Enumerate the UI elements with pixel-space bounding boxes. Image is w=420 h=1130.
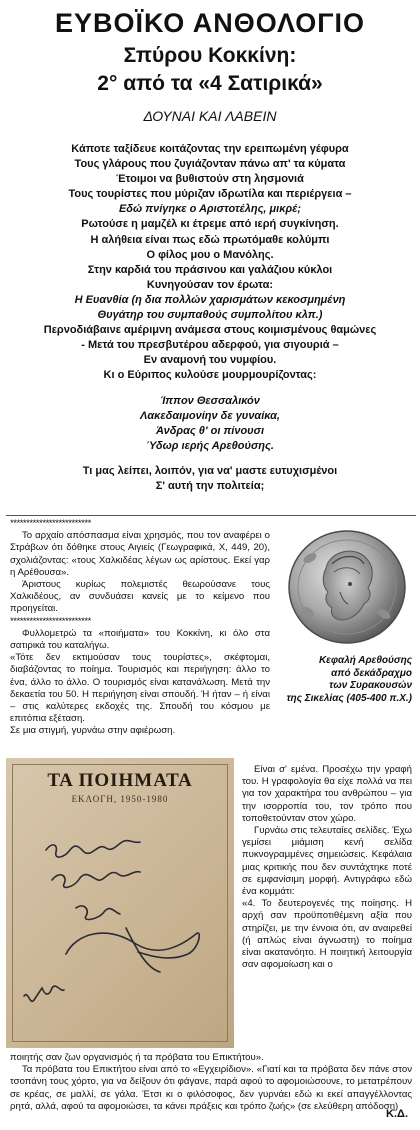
poem-line: Έτοιμοι να βυθιστούν στη λησμονιά [116,173,304,186]
book-title: ΤΑ ΠΟΙΗΜΑΤΑ [47,770,193,791]
star-divider: ************************* [10,615,91,627]
oracle-line: Ίππον Θεσσαλικόν [160,394,260,407]
poem-line: Κι ο Εύριπος κυλούσε μουρμουρίζοντας: [103,369,317,382]
poem-line: Κάποτε ταξίδευε κοιτάζοντας την ερειπωμένη γέφυρα [71,143,349,155]
commentary-paragraph: «4. Το δευτερογενές της ποίησης. Η αρχή σαν προϋποτιθέμενη αξία που στηρίζει, με την έννοια ότι, αν αναιρεθεί (ή απλώς είναι άγνωστη) το ποίημα είναι ακατανόητο. Η ποιητική λειτουργία σαν αφομοίωση και ο [242,898,412,971]
poem-line: Ο φίλος μου ο Μανόλης. [146,248,274,261]
oracle-line: Ύδωρ ιερής Αρεθούσης. [146,439,274,452]
author-initials: Κ.Δ. [386,1108,408,1120]
poem-line: Η αλήθεια είναι πως εδώ πρωτόμαθε κολύμπι [90,233,330,246]
commentary-paragraph: Σε μια στιγμή, γυρνάω στην αφιέρωση. [10,725,176,737]
poem-line: Θυγάτηρ του συμπαθούς συμπολίτου κλπ.) [97,309,323,322]
poem-line: Τι μας λείπει, λοιπόν, για να' μαστε ευτυχισμένοι [82,464,338,477]
poem-line: Εδώ πνίγηκε ο Αριστοτέλης, μικρέ; [118,203,302,216]
book-subtitle: ΕΚΛΟΓΗ, 1950-1980 [71,794,169,804]
closing-text [10,1052,412,1113]
commentary-paragraph: Το αρχαίο απόσπασμα είναι χρησμός, που τον αναφέρει ο Στράβων ότι δόθηκε στους Αιγιείς (Γεωγραφικά, Χ, 449, 20), σχολιάζοντας: «τους Χαλκιδέας λέγων ως αρίστους. Εκεί γαρ η Αρέθουσα». [10,530,270,578]
article-title-line1: Σπύρου Κοκκίνη: [123,44,297,67]
commentary-paragraph: Φυλλομετρώ τα «ποιήματα» του Κοκκίνη, κι όλο στα σατιρικά του καταλήγω. [10,627,270,652]
right-text-column [242,764,412,971]
commentary-paragraph: Τα πρόβατα του Επικτήτου είναι από το «Εγχειρίδιον». «Γιατί και τα πρόβατα δεν πάνε στον τσοπάνη τους χόρτο, για να δείξουν ότι φάγανε, παρά αφού το αφομοιώσουνε, το μετατρέπουν σε κρέας, σε μαλλί, σε γάλα. Έτσι κι ο φιλόσοφος, δεν γυρνάει εδώ κι εκεί απαγγέλλοντας ρητά, αλλά, αφού τα αφομοιώσει, τα κάνει πράξεις και τρόπο ζωής» (σε ελεύθερη απόδοση) [10,1064,412,1112]
poem-line: Στην καρδιά του πράσινου και γαλάζιου κύκλοι [87,263,333,276]
commentary-paragraph: ποιητής σαν ζων οργανισμός ή τα πρόβατα του Επικτήτου». [10,1052,264,1063]
commentary-column [10,518,270,738]
coin-caption: Κεφαλή Αρεθούσης από δεκάδραχμο των Συρακουσών της Σικελίας (405-400 π.Χ.) [286,655,412,704]
poem-line: - Μετά του πρεσβυτέρου αδερφού, για σιγουριά – [81,339,339,352]
commentary-paragraph: Άριστους κυρίως πολεμιστές θεωρούσανε τους Χαλκιδέους, αν συνδυάσει κανείς με το κείμενο που προηγείται. [10,579,270,615]
poem-line: Περνοδιάβαινε αμέριμνη ανάμεσα στους κοιμισμένους θαμώνες [43,324,377,337]
series-title: ΕΥΒΟΪΚΟ ΑΝΘΟΛΟΓΙΟ [54,8,366,38]
poem-line: Κυνηγούσαν τον έρωτα: [146,278,274,291]
stanza-gap [0,384,420,394]
oracle-line: Λακεδαιμονίην δε γυναίκα, [140,409,280,422]
poem-title: ΔΟΥΝΑΙ ΚΑΙ ΛΑΒΕΙΝ [143,108,277,124]
poem-text [0,142,420,494]
stanza-gap [0,454,420,464]
oracle-line: Άνδρας θ' οι πίνουσι [155,424,265,437]
article-title-line2: 2° από τα «4 Σατιρικά» [97,72,323,95]
poem-line: Τους τουρίστες που μύριζαν ιδρωτίλα και περιέργεια – [68,188,352,201]
star-divider: ************************* [10,518,91,529]
handwritten-dedication [6,758,234,1048]
poem-line: Τους γλάρους που ζυγιάζονταν πάνω απ' τα κύματα [74,158,346,171]
poem-line: Εν αναμονή του νυμφίου. [143,354,277,367]
poem-line: Ρωτούσε η μαμζέλ κι έτρεμε από ιερή συγκίνηση. [81,218,339,231]
arethusa-coin-image [286,528,408,646]
commentary-paragraph: Είναι σ' εμένα. Προσέχω την γραφή του. Η γραφολογία θα είχε πολλά να πει για τον χαρακτήρα του ανθρώπου – για την ισορροπία του, τον τρόπο που τοποθετούνταν στον χώρο. [242,764,412,824]
commentary-paragraph: «Τότε δεν εκτιμούσαν τους τουρίστες», σκέφτομαι, διαβάζοντας το ποίημα. Τουρισμός και περιήγηση: άλλο το ένα, άλλο το άλλο. Ο τουρισμός είναι κατανάλωση. Μετά την δεκαετία του 50. Η περιήγηση είναι σπουδή. Ή ήταν – ή είναι – στις καλύτερες εκδοχές της. Σπουδή του κόσμου με επιτόπια εξέταση. [10,652,270,725]
poem-line: Η Ευανθία (η δια πολλών χαρισμάτων κεκοσμημένη [74,293,346,306]
poem-line: Σ' αυτή την πολιτεία; [155,479,265,492]
book-dedication-photo [6,758,234,1048]
section-divider [6,515,416,516]
commentary-paragraph: Γυρνάω στις τελευταίες σελίδες. Έχω γεμίσει μιάμιση κενή σελίδα πυκνογραμμένες σημειώσεις. Κεφάλαια μιας κριτικής που δεν συντάχτηκε ποτέ σε εμφανίσιμη μορφή. Αντιγράφω εδώ ένα κομμάτι: [242,825,412,898]
